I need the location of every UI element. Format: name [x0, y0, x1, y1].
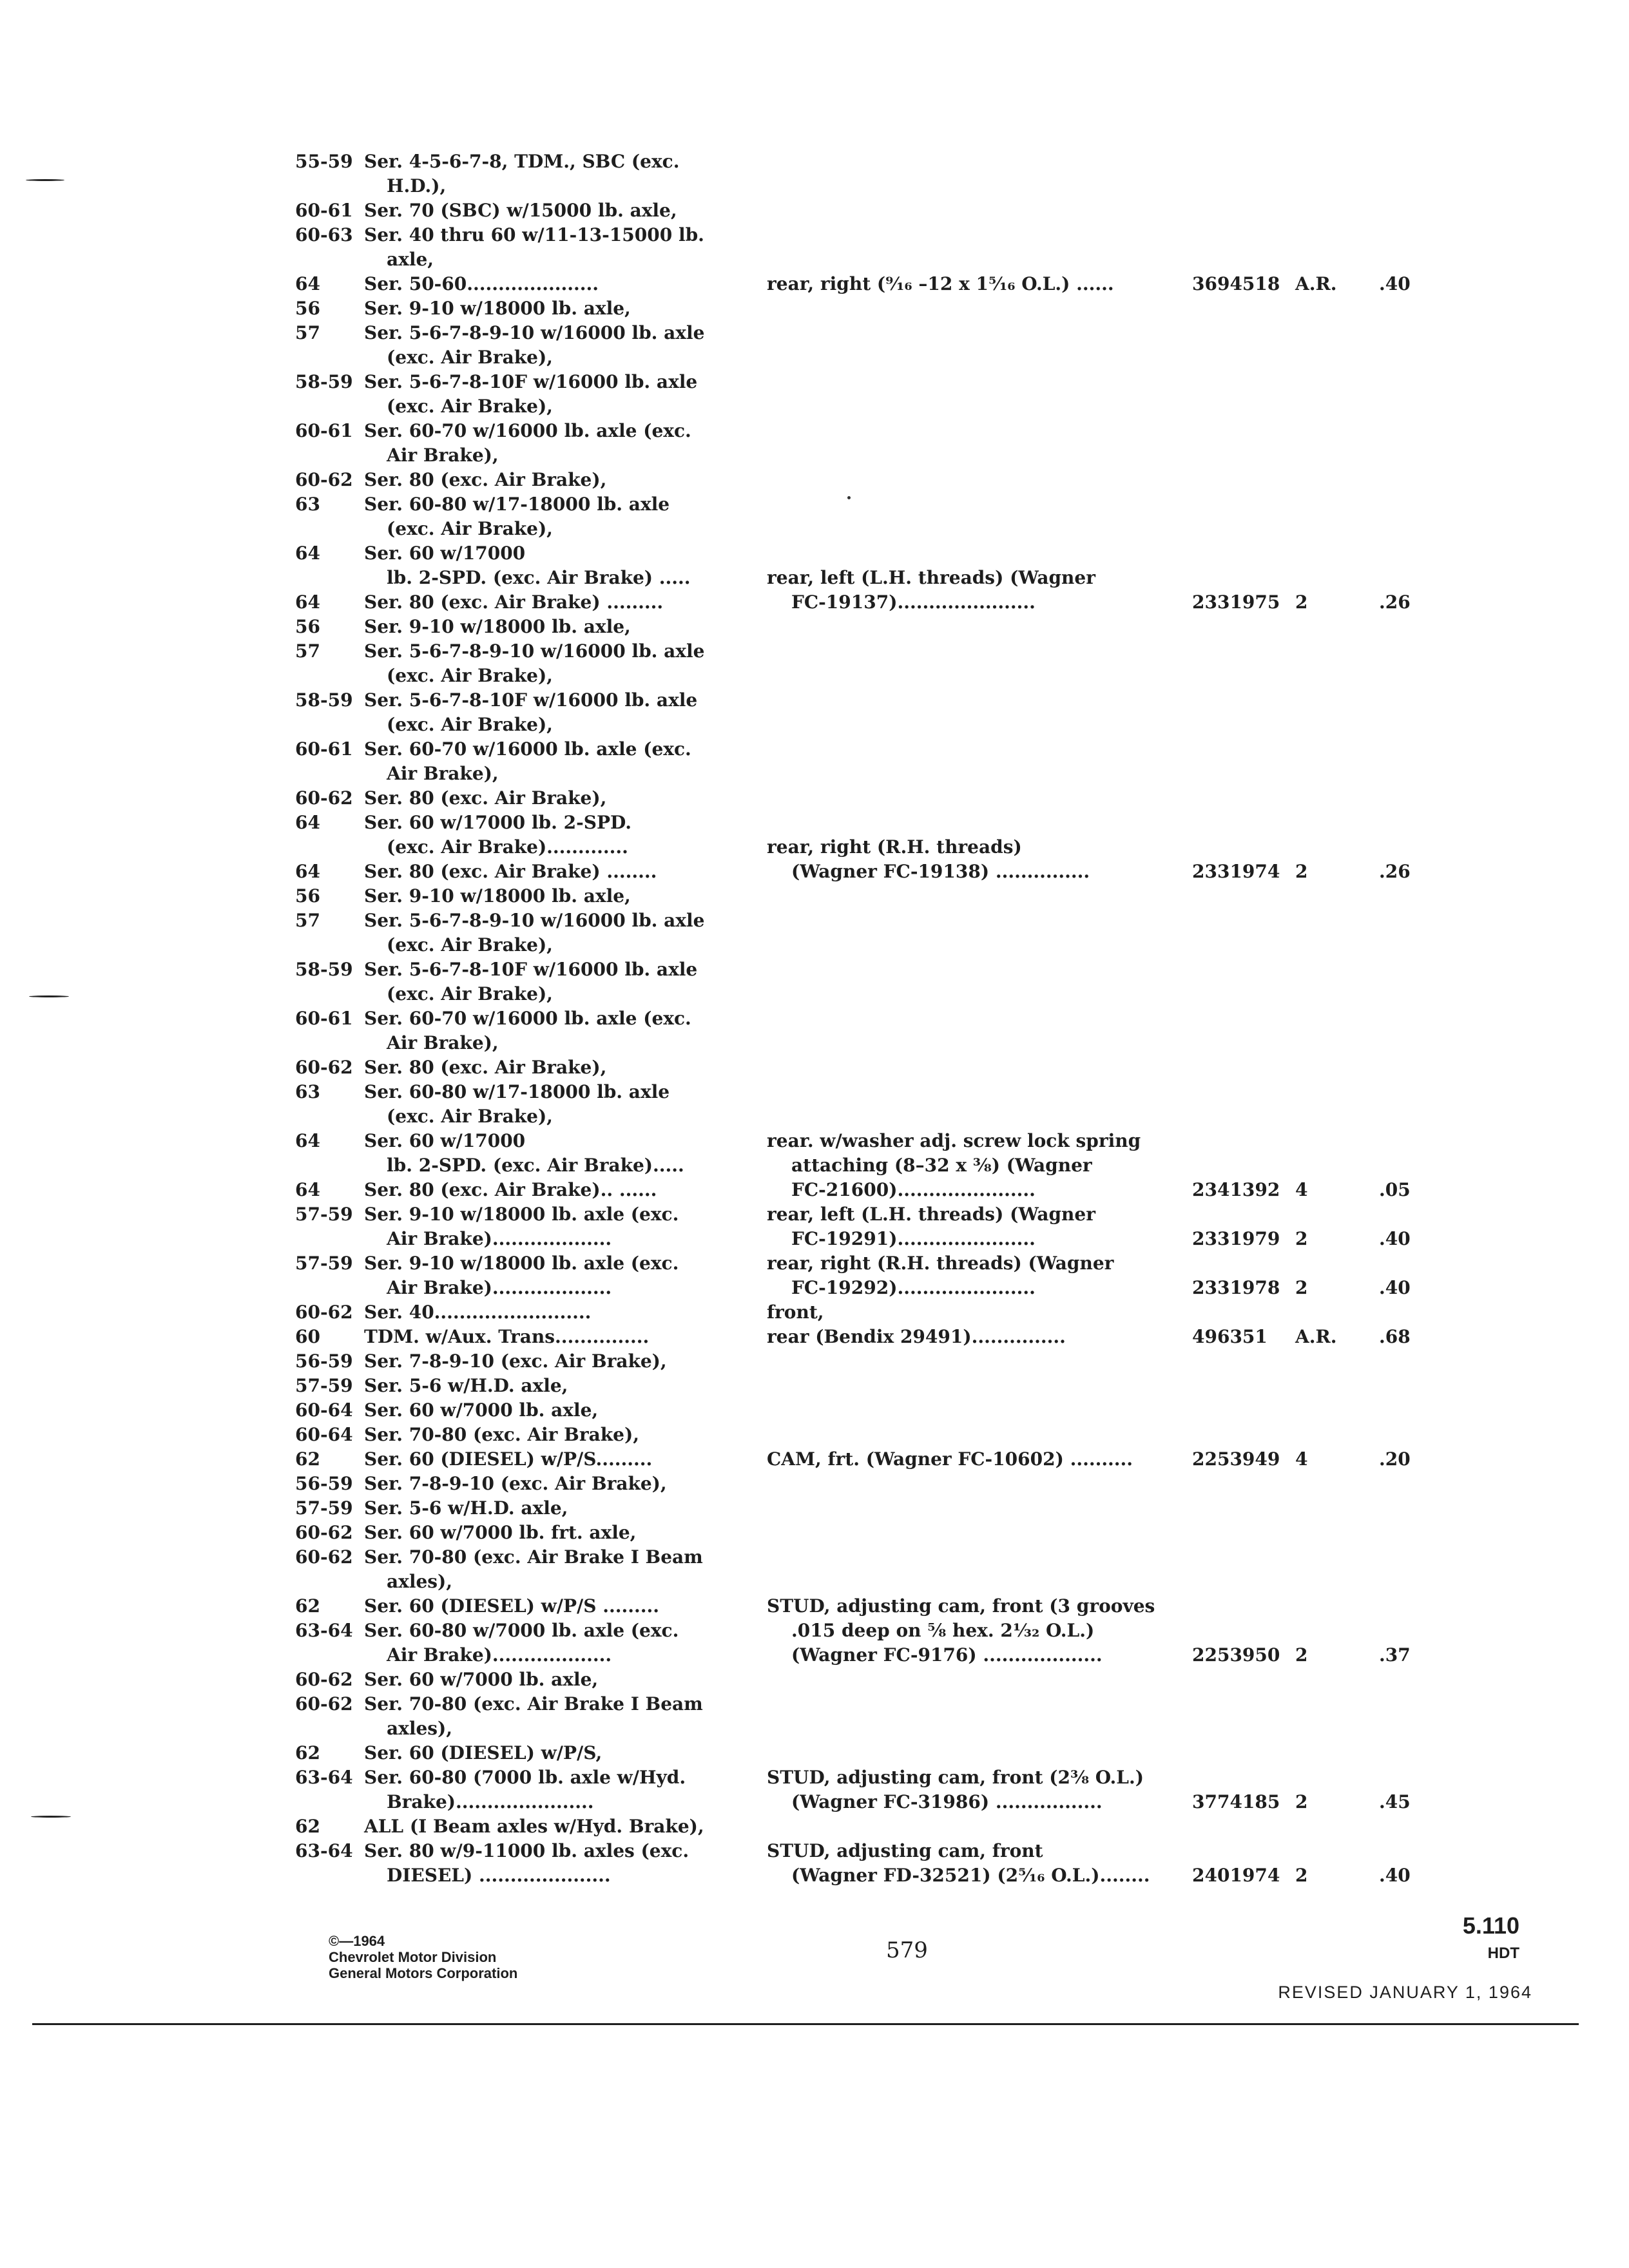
- model-year: 57-59: [295, 1253, 353, 1274]
- catalog-line: [0, 664, 1629, 688]
- publisher-block: [329, 1933, 586, 1981]
- catalog-line: [0, 1570, 1629, 1594]
- application: Ser. 50-60.....................: [364, 273, 599, 294]
- catalog-line: [0, 786, 1629, 811]
- part-description: rear, right (R.H. threads): [767, 836, 1022, 858]
- bottom-rule: [32, 2023, 1579, 2025]
- application: Air Brake)...................: [387, 1228, 612, 1249]
- model-year: 57-59: [295, 1204, 353, 1225]
- catalog-line: [0, 443, 1629, 468]
- catalog-line: [0, 1129, 1629, 1153]
- application: lb. 2-SPD. (exc. Air Brake) .....: [387, 567, 691, 588]
- part-description: STUD, adjusting cam, front (2⅜ O.L.): [767, 1767, 1144, 1788]
- quantity: 2: [1295, 591, 1308, 613]
- part-description: rear, right (R.H. threads) (Wagner: [767, 1253, 1114, 1274]
- catalog-line: [0, 1716, 1629, 1741]
- part-number: 2331979: [1192, 1228, 1280, 1249]
- application: (exc. Air Brake),: [387, 1106, 553, 1127]
- catalog-line: [0, 908, 1629, 933]
- application: Ser. 60-80 w/17-18000 lb. axle: [364, 1081, 670, 1102]
- application: DIESEL) .....................: [387, 1865, 611, 1886]
- part-description: FC-21600)......................: [791, 1179, 1036, 1200]
- catalog-line: [0, 1496, 1629, 1521]
- application: Ser. 70 (SBC) w/15000 lb. axle,: [364, 200, 677, 221]
- quantity: 4: [1295, 1448, 1308, 1470]
- application: Ser. 5-6-7-8-10F w/16000 lb. axle: [364, 959, 698, 980]
- application: Air Brake)...................: [387, 1644, 612, 1666]
- application: Ser. 80 (exc. Air Brake) .........: [364, 591, 664, 613]
- catalog-line: [0, 1423, 1629, 1447]
- application: Ser. 40 thru 60 w/11-13-15000 lb.: [364, 224, 704, 245]
- part-description: FC-19292)......................: [791, 1277, 1036, 1298]
- part-number: 496351: [1192, 1326, 1268, 1347]
- catalog-line: [0, 1325, 1629, 1349]
- application: Ser. 60 (DIESEL) w/P/S.........: [364, 1448, 653, 1470]
- part-description: STUD, adjusting cam, front (3 grooves: [767, 1595, 1155, 1617]
- application: Ser. 60 (DIESEL) w/P/S .........: [364, 1595, 659, 1617]
- catalog-line: [0, 1251, 1629, 1276]
- catalog-line: [0, 566, 1629, 590]
- list-price: .68: [1379, 1326, 1411, 1347]
- section-number: 5.110: [1462, 1912, 1519, 1939]
- model-year: 63: [295, 494, 320, 515]
- part-description: rear, left (L.H. threads) (Wagner: [767, 567, 1095, 588]
- application: Ser. 9-10 w/18000 lb. axle,: [364, 298, 631, 319]
- application: Ser. 60 w/17000: [364, 1130, 526, 1151]
- part-description: .015 deep on ⅝ hex. 2¹⁄₃₂ O.L.): [791, 1620, 1095, 1641]
- application: Ser. 60 w/17000 lb. 2-SPD.: [364, 812, 632, 833]
- catalog-line: [0, 1594, 1629, 1619]
- model-year: 60-62: [295, 469, 353, 490]
- part-number: 2331975: [1192, 591, 1280, 613]
- catalog-line: [0, 590, 1629, 615]
- quantity: A.R.: [1295, 273, 1337, 294]
- application: Ser. 80 (exc. Air Brake),: [364, 469, 607, 490]
- catalog-line: [0, 1545, 1629, 1570]
- model-year: 64: [295, 543, 320, 564]
- model-year: 63: [295, 1081, 320, 1102]
- model-year: 62: [295, 1816, 320, 1837]
- part-description: FC-19137)......................: [791, 591, 1036, 613]
- quantity: 2: [1295, 1791, 1308, 1812]
- part-description: front,: [767, 1302, 824, 1323]
- model-year: 57: [295, 322, 320, 343]
- application: Ser. 9-10 w/18000 lb. axle,: [364, 616, 631, 637]
- application: (exc. Air Brake),: [387, 518, 553, 539]
- quantity: 2: [1295, 1277, 1308, 1298]
- catalog-line: [0, 1153, 1629, 1178]
- model-year: 60-62: [295, 787, 353, 809]
- application: Ser. 60 (DIESEL) w/P/S,: [364, 1742, 602, 1763]
- model-year: 60-62: [295, 1546, 353, 1568]
- catalog-line: [0, 492, 1629, 517]
- catalog-line: [0, 982, 1629, 1006]
- catalog-line: [0, 272, 1629, 296]
- catalog-line: [0, 737, 1629, 762]
- catalog-line: [0, 1619, 1629, 1643]
- catalog-line: [0, 1692, 1629, 1716]
- application: Air Brake),: [387, 1032, 499, 1053]
- model-year: 57-59: [295, 1497, 353, 1519]
- catalog-line: [0, 1349, 1629, 1374]
- model-year: 60-61: [295, 200, 353, 221]
- catalog-line: [0, 1643, 1629, 1667]
- part-description: rear (Bendix 29491)...............: [767, 1326, 1066, 1347]
- quantity: 4: [1295, 1179, 1308, 1200]
- application: Ser. 7-8-9-10 (exc. Air Brake),: [364, 1473, 667, 1494]
- model-year: 56: [295, 616, 320, 637]
- list-price: .26: [1379, 861, 1411, 882]
- application: Ser. 80 (exc. Air Brake),: [364, 1057, 607, 1078]
- application: TDM. w/Aux. Trans...............: [364, 1326, 650, 1347]
- part-number: 2331978: [1192, 1277, 1280, 1298]
- application: Ser. 60-70 w/16000 lb. axle (exc.: [364, 738, 691, 760]
- model-year: 57: [295, 910, 320, 931]
- application: Ser. 70-80 (exc. Air Brake),: [364, 1424, 639, 1445]
- list-price: .20: [1379, 1448, 1411, 1470]
- catalog-line: [0, 394, 1629, 419]
- catalog-line: [0, 957, 1629, 982]
- part-description: FC-19291)......................: [791, 1228, 1036, 1249]
- catalog-line: [0, 345, 1629, 370]
- model-year: 60-64: [295, 1424, 353, 1445]
- part-number: 2253949: [1192, 1448, 1280, 1470]
- application: Ser. 80 (exc. Air Brake).. ......: [364, 1179, 657, 1200]
- list-price: .40: [1379, 1228, 1411, 1249]
- catalog-line: [0, 1839, 1629, 1863]
- part-number: 2401974: [1192, 1865, 1280, 1886]
- catalog-line: [0, 468, 1629, 492]
- application: Ser. 60 w/7000 lb. axle,: [364, 1669, 599, 1690]
- model-year: 64: [295, 861, 320, 882]
- model-year: 57-59: [295, 1375, 353, 1396]
- copyright: ©—1964: [329, 1933, 385, 1949]
- model-year: 64: [295, 1130, 320, 1151]
- catalog-line: [0, 419, 1629, 443]
- catalog-line: [0, 1080, 1629, 1104]
- application: Ser. 9-10 w/18000 lb. axle,: [364, 885, 631, 907]
- application: Ser. 9-10 w/18000 lb. axle (exc.: [364, 1253, 679, 1274]
- application: Ser. 5-6-7-8-9-10 w/16000 lb. axle: [364, 910, 705, 931]
- list-price: .45: [1379, 1791, 1411, 1812]
- application: Brake)......................: [387, 1791, 594, 1812]
- model-year: 56-59: [295, 1350, 353, 1372]
- application: axle,: [387, 249, 434, 270]
- application: Ser. 60-80 w/7000 lb. axle (exc.: [364, 1620, 679, 1641]
- catalog-line: [0, 517, 1629, 541]
- catalog-line: [0, 247, 1629, 272]
- part-description: attaching (8–32 x ⅜) (Wagner: [791, 1155, 1092, 1176]
- part-description: STUD, adjusting cam, front: [767, 1840, 1043, 1861]
- part-description: CAM, frt. (Wagner FC-10602) ..........: [767, 1448, 1133, 1470]
- catalog-line: [0, 321, 1629, 345]
- application: Ser. 60 w/17000: [364, 543, 526, 564]
- catalog-line: [0, 1202, 1629, 1227]
- application: H.D.),: [387, 175, 447, 197]
- part-number: 2253950: [1192, 1644, 1280, 1666]
- quantity: 2: [1295, 861, 1308, 882]
- catalog-line: [0, 1863, 1629, 1888]
- application: Ser. 5-6 w/H.D. axle,: [364, 1375, 568, 1396]
- model-year: 64: [295, 273, 320, 294]
- application: axles),: [387, 1571, 453, 1592]
- model-year: 60-62: [295, 1693, 353, 1715]
- application: Ser. 70-80 (exc. Air Brake I Beam: [364, 1546, 703, 1568]
- application: Air Brake),: [387, 445, 499, 466]
- quantity: A.R.: [1295, 1326, 1337, 1347]
- catalog-line: [0, 1521, 1629, 1545]
- model-year: 60-61: [295, 420, 353, 441]
- model-year: 60: [295, 1326, 320, 1347]
- model-year: 63-64: [295, 1620, 353, 1641]
- catalog-line: [0, 1741, 1629, 1765]
- catalog-line: [0, 1447, 1629, 1472]
- application: Ser. 70-80 (exc. Air Brake I Beam: [364, 1693, 703, 1715]
- application: (exc. Air Brake).............: [387, 836, 628, 858]
- application: Ser. 80 (exc. Air Brake) ........: [364, 861, 657, 882]
- model-year: 60-62: [295, 1302, 353, 1323]
- model-year: 60-61: [295, 738, 353, 760]
- catalog-line: [0, 688, 1629, 713]
- catalog-line: [0, 1104, 1629, 1129]
- model-year: 60-61: [295, 1008, 353, 1029]
- model-year: 57: [295, 640, 320, 662]
- model-year: 58-59: [295, 371, 353, 392]
- catalog-line: [0, 933, 1629, 957]
- application: Ser. 5-6-7-8-10F w/16000 lb. axle: [364, 371, 698, 392]
- application: (exc. Air Brake),: [387, 347, 553, 368]
- catalog-line: [0, 149, 1629, 174]
- application: Ser. 60-80 (7000 lb. axle w/Hyd.: [364, 1767, 686, 1788]
- catalog-line: [0, 835, 1629, 860]
- model-year: 62: [295, 1742, 320, 1763]
- model-year: 64: [295, 812, 320, 833]
- catalog-line: [0, 1178, 1629, 1202]
- part-number: 3774185: [1192, 1791, 1280, 1812]
- model-year: 58-59: [295, 689, 353, 711]
- application: Ser. 60-70 w/16000 lb. axle (exc.: [364, 420, 691, 441]
- catalog-line: [0, 884, 1629, 908]
- part-description: rear. w/washer adj. screw lock spring: [767, 1130, 1141, 1151]
- catalog-line: [0, 1374, 1629, 1398]
- catalog-line: [0, 198, 1629, 223]
- model-year: 56-59: [295, 1473, 353, 1494]
- catalog-line: [0, 713, 1629, 737]
- application: Ser. 5-6-7-8-10F w/16000 lb. axle: [364, 689, 698, 711]
- catalog-line: [0, 1006, 1629, 1031]
- application: Ser. 80 w/9-11000 lb. axles (exc.: [364, 1840, 689, 1861]
- model-year: 60-62: [295, 1522, 353, 1543]
- application: lb. 2-SPD. (exc. Air Brake).....: [387, 1155, 684, 1176]
- model-year: 60-63: [295, 224, 353, 245]
- catalog-line: [0, 1300, 1629, 1325]
- application: Air Brake),: [387, 763, 499, 784]
- parts-list: [0, 149, 1629, 1888]
- part-number: 2341392: [1192, 1179, 1280, 1200]
- catalog-line: [0, 615, 1629, 639]
- catalog-line: [0, 296, 1629, 321]
- catalog-line: [0, 1398, 1629, 1423]
- application: Ser. 60-70 w/16000 lb. axle (exc.: [364, 1008, 691, 1029]
- model-year: 60-62: [295, 1669, 353, 1690]
- model-year: 56: [295, 885, 320, 907]
- application: (exc. Air Brake),: [387, 934, 553, 956]
- section-code: HDT: [1487, 1945, 1519, 1962]
- model-year: 55-59: [295, 151, 353, 172]
- model-year: 64: [295, 591, 320, 613]
- list-price: .40: [1379, 1277, 1411, 1298]
- list-price: .05: [1379, 1179, 1411, 1200]
- part-description: (Wagner FC-9176) ...................: [791, 1644, 1103, 1666]
- model-year: 64: [295, 1179, 320, 1200]
- catalog-line: [0, 1031, 1629, 1055]
- application: (exc. Air Brake),: [387, 714, 553, 735]
- catalog-line: [0, 174, 1629, 198]
- catalog-line: [0, 541, 1629, 566]
- revision-date: REVISED JANUARY 1, 1964: [1278, 1983, 1532, 2002]
- catalog-line: [0, 1814, 1629, 1839]
- application: Ser. 5-6-7-8-9-10 w/16000 lb. axle: [364, 322, 705, 343]
- catalog-line: [0, 370, 1629, 394]
- quantity: 2: [1295, 1644, 1308, 1666]
- application: axles),: [387, 1718, 453, 1739]
- part-description: (Wagner FD-32521) (2⁵⁄₁₆ O.L.)........: [791, 1865, 1150, 1886]
- model-year: 63-64: [295, 1840, 353, 1861]
- list-price: .40: [1379, 273, 1411, 294]
- part-number: 3694518: [1192, 273, 1280, 294]
- list-price: .40: [1379, 1865, 1411, 1886]
- part-description: rear, left (L.H. threads) (Wagner: [767, 1204, 1095, 1225]
- page-number: 579: [886, 1937, 928, 1963]
- catalog-line: [0, 811, 1629, 835]
- application: (exc. Air Brake),: [387, 983, 553, 1004]
- part-description: (Wagner FC-31986) .................: [791, 1791, 1103, 1812]
- part-description: rear, right (⁹⁄₁₆ –12 x 1⁵⁄₁₆ O.L.) ......: [767, 273, 1114, 294]
- catalog-line: [0, 223, 1629, 247]
- application: Ser. 60-80 w/17-18000 lb. axle: [364, 494, 670, 515]
- division: Chevrolet Motor Division: [329, 1949, 497, 1965]
- application: (exc. Air Brake),: [387, 665, 553, 686]
- model-year: 62: [295, 1595, 320, 1617]
- application: Ser. 7-8-9-10 (exc. Air Brake),: [364, 1350, 667, 1372]
- model-year: 60-64: [295, 1399, 353, 1421]
- application: Ser. 80 (exc. Air Brake),: [364, 787, 607, 809]
- model-year: 58-59: [295, 959, 353, 980]
- model-year: 60-62: [295, 1057, 353, 1078]
- catalog-line: [0, 1227, 1629, 1251]
- application: Ser. 5-6-7-8-9-10 w/16000 lb. axle: [364, 640, 705, 662]
- list-price: .37: [1379, 1644, 1411, 1666]
- model-year: 63-64: [295, 1767, 353, 1788]
- application: Ser. 4-5-6-7-8, TDM., SBC (exc.: [364, 151, 680, 172]
- model-year: 62: [295, 1448, 320, 1470]
- quantity: 2: [1295, 1865, 1308, 1886]
- model-year: 56: [295, 298, 320, 319]
- application: Air Brake)...................: [387, 1277, 612, 1298]
- catalog-line: [0, 1790, 1629, 1814]
- application: Ser. 5-6 w/H.D. axle,: [364, 1497, 568, 1519]
- catalog-line: [0, 1667, 1629, 1692]
- quantity: 2: [1295, 1228, 1308, 1249]
- catalog-line: [0, 1765, 1629, 1790]
- part-number: 2331974: [1192, 861, 1280, 882]
- part-description: (Wagner FC-19138) ...............: [791, 861, 1090, 882]
- application: Ser. 9-10 w/18000 lb. axle (exc.: [364, 1204, 679, 1225]
- application: (exc. Air Brake),: [387, 396, 553, 417]
- list-price: .26: [1379, 591, 1411, 613]
- application: Ser. 60 w/7000 lb. axle,: [364, 1399, 599, 1421]
- catalog-line: [0, 1472, 1629, 1496]
- catalog-line: [0, 639, 1629, 664]
- catalog-line: [0, 1055, 1629, 1080]
- catalog-line: [0, 1276, 1629, 1300]
- catalog-line: [0, 762, 1629, 786]
- corporation: General Motors Corporation: [329, 1965, 518, 1981]
- catalog-line: [0, 860, 1629, 884]
- application: ALL (I Beam axles w/Hyd. Brake),: [364, 1816, 704, 1837]
- application: Ser. 40.........................: [364, 1302, 592, 1323]
- application: Ser. 60 w/7000 lb. frt. axle,: [364, 1522, 637, 1543]
